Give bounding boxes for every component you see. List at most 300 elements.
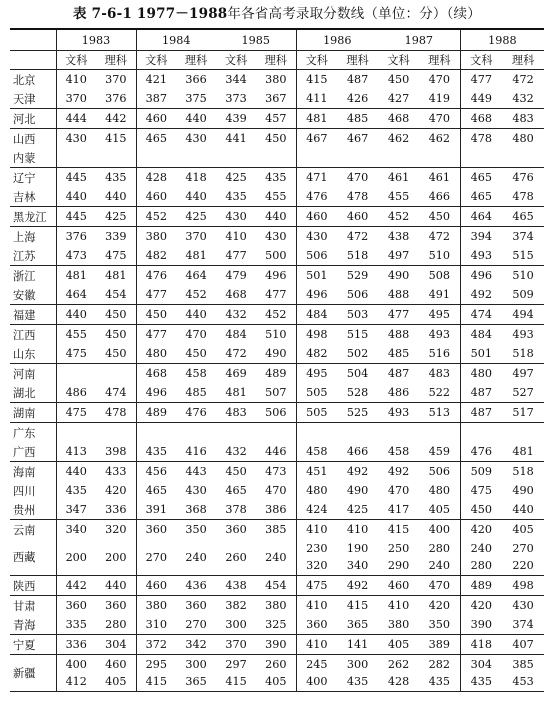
table-row xyxy=(10,325,544,345)
score-cell: 483 xyxy=(419,364,460,384)
subject-li-header: 理科 xyxy=(176,51,216,70)
score-cell: 382 xyxy=(216,596,256,616)
score-cell: 450 xyxy=(96,325,136,345)
province-cell: 辽宁 xyxy=(10,168,56,188)
score-cell: 509 xyxy=(512,288,534,301)
score-cell: 372 xyxy=(136,635,176,655)
score-cell: 492 xyxy=(337,462,378,482)
score-cell: 386 xyxy=(256,500,296,520)
score-cell: 472 xyxy=(512,73,534,86)
score-cell xyxy=(96,655,136,692)
score-cell: 442 xyxy=(56,576,96,596)
score-cell: 476 xyxy=(306,190,328,203)
province-cell: 福建 xyxy=(10,305,56,325)
score-cell: 465 xyxy=(225,484,247,497)
score-cell: 420 xyxy=(96,481,136,500)
subject-wen-header: 文科 xyxy=(460,51,502,70)
score-cell: 413 xyxy=(65,445,87,458)
score-cell: 506 xyxy=(419,462,460,482)
score-cell xyxy=(337,655,378,692)
score-value: 240 xyxy=(428,559,450,572)
score-cell xyxy=(56,364,96,384)
score-cell xyxy=(256,148,296,168)
score-value: 428 xyxy=(387,675,410,688)
score-cell: 506 xyxy=(306,249,328,262)
score-cell: 436 xyxy=(176,576,216,596)
score-cell: 487 xyxy=(378,364,419,384)
score-cell: 370 xyxy=(96,70,136,90)
table-row xyxy=(10,655,544,692)
score-cell: 481 xyxy=(296,109,337,129)
score-cell xyxy=(296,148,337,168)
score-cell: 432 xyxy=(225,445,247,458)
score-cell: 477 xyxy=(256,285,296,305)
score-value: 412 xyxy=(65,675,87,688)
province-cell: 山东 xyxy=(10,344,56,364)
province-cell: 浙江 xyxy=(10,266,56,286)
score-value: 282 xyxy=(428,658,450,671)
score-cell: 380 xyxy=(136,596,176,616)
score-cell: 450 xyxy=(256,129,296,149)
score-cell: 476 xyxy=(176,403,216,423)
score-cell: 461 xyxy=(378,168,419,188)
score-cell: 473 xyxy=(256,462,296,482)
score-cell: 430 xyxy=(216,207,256,227)
score-cell: 430 xyxy=(176,129,216,149)
score-value: 297 xyxy=(225,658,247,671)
score-cell xyxy=(502,539,544,576)
score-cell: 472 xyxy=(419,227,460,247)
score-cell: 483 xyxy=(502,109,544,129)
province-cell: 新疆 xyxy=(10,655,56,692)
score-cell: 510 xyxy=(502,266,544,286)
score-cell: 460 xyxy=(136,576,176,596)
score-cell: 450 xyxy=(216,462,256,482)
table-row xyxy=(10,207,544,227)
score-cell: 411 xyxy=(306,92,328,105)
score-cell: 424 xyxy=(306,503,328,516)
score-value: 304 xyxy=(470,658,492,671)
subject-wen-header: 文科 xyxy=(378,51,419,70)
subject-li-header: 理科 xyxy=(502,51,544,70)
score-cell: 380 xyxy=(136,227,176,247)
score-cell: 472 xyxy=(225,347,247,360)
score-value: 245 xyxy=(306,658,328,671)
score-cell: 492 xyxy=(378,462,419,482)
score-cell: 497 xyxy=(387,249,410,262)
score-cell: 410 xyxy=(378,596,419,616)
year-header: 1987 xyxy=(378,29,460,51)
score-cell: 482 xyxy=(145,249,167,262)
score-cell: 489 xyxy=(136,403,176,423)
score-cell: 375 xyxy=(185,92,207,105)
table-row xyxy=(10,520,544,540)
score-cell: 490 xyxy=(346,484,369,497)
province-cell: 广西 xyxy=(10,442,56,462)
year-header: 1983 xyxy=(56,29,136,51)
province-cell: 宁夏 xyxy=(10,635,56,655)
score-cell: 507 xyxy=(256,383,296,403)
score-value: 405 xyxy=(105,675,127,688)
score-cell: 450 xyxy=(185,347,207,360)
score-cell: 515 xyxy=(512,249,534,262)
score-cell: 430 xyxy=(296,227,337,247)
province-cell: 青海 xyxy=(10,615,56,635)
score-value: 190 xyxy=(346,542,369,555)
table-title-prefix: 表 7-6-1 1977－1988 xyxy=(73,6,228,22)
province-cell: 广东 xyxy=(10,423,56,443)
score-cell: 387 xyxy=(145,92,167,105)
score-cell: 260 xyxy=(225,550,247,564)
score-cell: 484 xyxy=(460,325,502,345)
year-header: 1984 xyxy=(136,29,216,51)
score-cell: 461 xyxy=(419,168,460,188)
score-cell: 433 xyxy=(96,462,136,482)
score-cell xyxy=(378,539,419,576)
score-cell: 280 xyxy=(96,615,136,635)
score-cell: 462 xyxy=(378,129,419,149)
table-row xyxy=(10,462,544,482)
table-row xyxy=(10,615,544,635)
score-cell: 510 xyxy=(419,246,460,266)
province-cell: 湖南 xyxy=(10,403,56,423)
score-value: 453 xyxy=(512,675,534,688)
score-cell: 342 xyxy=(176,635,216,655)
subject-li-header: 理科 xyxy=(96,51,136,70)
score-cell: 445 xyxy=(56,168,96,188)
score-cell xyxy=(378,423,419,443)
score-cell: 460 xyxy=(136,109,176,129)
score-cell: 430 xyxy=(56,129,96,149)
score-cell: 472 xyxy=(337,227,378,247)
score-cell xyxy=(216,148,256,168)
score-cell: 502 xyxy=(346,347,369,360)
score-cell: 483 xyxy=(216,403,256,423)
score-cell: 490 xyxy=(256,344,296,364)
score-cell: 304 xyxy=(96,635,136,655)
score-cell: 493 xyxy=(419,325,460,345)
score-value: 280 xyxy=(470,559,492,572)
score-cell: 340 xyxy=(56,520,96,540)
score-cell xyxy=(460,655,502,692)
score-cell: 465 xyxy=(470,190,492,203)
score-cell: 421 xyxy=(145,73,167,86)
score-cell: 465 xyxy=(136,129,176,149)
score-cell: 505 xyxy=(306,386,328,399)
score-value: 260 xyxy=(265,658,287,671)
score-cell: 347 xyxy=(65,503,87,516)
score-cell: 468 xyxy=(225,288,247,301)
score-cell: 525 xyxy=(337,403,378,423)
score-cell: 376 xyxy=(56,227,96,247)
year-header: 1986 xyxy=(296,29,378,51)
score-cell: 481 xyxy=(96,266,136,286)
score-cell: 300 xyxy=(225,618,247,631)
score-cell: 477 xyxy=(136,325,176,345)
subject-li-header: 理科 xyxy=(419,51,460,70)
score-cell: 435 xyxy=(65,484,87,497)
score-cell: 496 xyxy=(306,288,328,301)
score-cell: 407 xyxy=(502,635,544,655)
subject-wen-header: 文科 xyxy=(56,51,96,70)
score-cell: 440 xyxy=(65,190,87,203)
score-cell: 452 xyxy=(378,207,419,227)
score-cell: 443 xyxy=(176,462,216,482)
score-cell: 477 xyxy=(470,73,492,86)
score-cell: 454 xyxy=(96,285,136,305)
score-cell: 430 xyxy=(185,484,207,497)
score-cell: 380 xyxy=(387,618,410,631)
score-cell: 336 xyxy=(56,635,96,655)
score-cell xyxy=(460,148,502,168)
score-value: 300 xyxy=(346,658,369,671)
score-cell: 477 xyxy=(378,305,419,325)
score-cell xyxy=(56,423,96,443)
score-cell: 410 xyxy=(337,520,378,540)
score-cell: 478 xyxy=(346,190,369,203)
score-cell: 470 xyxy=(176,325,216,345)
score-cell: 410 xyxy=(296,596,337,616)
score-cell: 430 xyxy=(502,596,544,616)
score-cell xyxy=(136,423,176,443)
score-cell: 476 xyxy=(136,266,176,286)
table-row xyxy=(10,266,544,286)
table-row xyxy=(10,576,544,596)
score-cell xyxy=(96,148,136,168)
score-cell: 464 xyxy=(65,288,87,301)
score-cell: 470 xyxy=(387,484,410,497)
score-value: 385 xyxy=(512,658,534,671)
score-value: 435 xyxy=(346,675,369,688)
score-cell: 470 xyxy=(256,481,296,500)
score-cell xyxy=(419,423,460,443)
table-row xyxy=(10,285,544,305)
score-cell: 510 xyxy=(256,325,296,345)
province-cell: 山西 xyxy=(10,129,56,149)
score-cell: 496 xyxy=(460,266,502,286)
score-cell: 465 xyxy=(502,207,544,227)
score-cell: 476 xyxy=(502,168,544,188)
score-cell: 457 xyxy=(256,109,296,129)
score-cell xyxy=(56,655,96,692)
score-cell: 517 xyxy=(502,403,544,423)
score-cell: 438 xyxy=(378,227,419,247)
score-cell: 478 xyxy=(512,190,534,203)
score-cell: 376 xyxy=(96,89,136,109)
score-cell: 450 xyxy=(387,73,410,86)
score-cell: 432 xyxy=(512,92,534,105)
score-cell: 405 xyxy=(419,500,460,520)
score-cell: 425 xyxy=(96,207,136,227)
score-cell: 438 xyxy=(216,576,256,596)
score-cell: 325 xyxy=(256,615,296,635)
province-cell: 西藏 xyxy=(10,539,56,576)
score-cell: 450 xyxy=(96,305,136,325)
score-cell: 370 xyxy=(216,635,256,655)
score-cell: 480 xyxy=(460,364,502,384)
score-cell: 367 xyxy=(256,89,296,109)
score-cell: 426 xyxy=(346,92,369,105)
score-cell: 440 xyxy=(176,109,216,129)
score-table xyxy=(10,28,544,692)
score-cell: 455 xyxy=(256,187,296,207)
table-row xyxy=(10,227,544,247)
score-cell: 480 xyxy=(502,129,544,149)
score-cell: 420 xyxy=(460,596,502,616)
score-cell: 494 xyxy=(502,305,544,325)
score-cell: 418 xyxy=(460,635,502,655)
score-cell: 360 xyxy=(56,596,96,616)
score-cell: 485 xyxy=(337,109,378,129)
score-cell: 373 xyxy=(225,92,247,105)
table-body xyxy=(10,70,544,692)
score-cell: 410 xyxy=(216,227,256,247)
score-cell xyxy=(296,539,337,576)
score-cell: 508 xyxy=(419,266,460,286)
score-cell xyxy=(378,148,419,168)
score-cell: 493 xyxy=(378,403,419,423)
score-cell: 389 xyxy=(419,635,460,655)
score-cell xyxy=(56,148,96,168)
score-cell: 485 xyxy=(185,386,207,399)
score-cell: 416 xyxy=(185,445,207,458)
score-cell: 522 xyxy=(419,383,460,403)
table-row xyxy=(10,70,544,90)
score-cell: 488 xyxy=(378,325,419,345)
score-cell: 470 xyxy=(419,70,460,90)
score-cell: 460 xyxy=(378,576,419,596)
score-cell xyxy=(378,655,419,692)
score-cell: 435 xyxy=(145,445,167,458)
score-cell: 440 xyxy=(256,207,296,227)
score-cell: 479 xyxy=(216,266,256,286)
score-cell: 418 xyxy=(176,168,216,188)
score-cell: 425 xyxy=(176,207,216,227)
score-cell: 493 xyxy=(470,249,492,262)
score-cell: 417 xyxy=(387,503,410,516)
score-cell: 435 xyxy=(256,168,296,188)
province-cell: 河北 xyxy=(10,109,56,129)
score-cell: 480 xyxy=(306,484,328,497)
score-cell xyxy=(96,423,136,443)
score-cell: 350 xyxy=(176,520,216,540)
score-cell: 518 xyxy=(502,462,544,482)
province-cell: 江苏 xyxy=(10,246,56,266)
score-cell: 410 xyxy=(65,73,87,86)
score-cell: 513 xyxy=(419,403,460,423)
province-cell: 海南 xyxy=(10,462,56,482)
score-cell: 482 xyxy=(306,347,328,360)
score-cell: 492 xyxy=(337,576,378,596)
score-cell: 506 xyxy=(346,288,369,301)
score-cell: 475 xyxy=(96,246,136,266)
score-cell: 468 xyxy=(136,364,176,384)
corner-cell xyxy=(10,29,56,51)
score-cell: 475 xyxy=(56,403,96,423)
province-cell: 北京 xyxy=(10,70,56,90)
score-cell: 365 xyxy=(346,618,369,631)
score-cell xyxy=(460,539,502,576)
score-cell: 385 xyxy=(256,520,296,540)
score-cell xyxy=(337,148,378,168)
score-cell xyxy=(337,539,378,576)
score-value: 320 xyxy=(306,559,328,572)
score-cell: 509 xyxy=(460,462,502,482)
score-cell: 336 xyxy=(96,500,136,520)
table-row xyxy=(10,246,544,266)
table-row xyxy=(10,383,544,403)
score-cell: 405 xyxy=(502,520,544,540)
table-row xyxy=(10,481,544,500)
table-row xyxy=(10,305,544,325)
score-cell: 432 xyxy=(216,305,256,325)
score-cell: 419 xyxy=(419,89,460,109)
score-cell: 449 xyxy=(470,92,492,105)
score-cell: 490 xyxy=(512,484,534,497)
score-cell: 466 xyxy=(346,445,369,458)
score-cell xyxy=(296,655,337,692)
score-cell: 515 xyxy=(337,325,378,345)
score-cell: 390 xyxy=(470,618,492,631)
score-cell: 446 xyxy=(256,442,296,462)
score-cell xyxy=(136,148,176,168)
score-cell: 270 xyxy=(145,550,167,564)
score-value: 262 xyxy=(387,658,410,671)
subject-wen-header: 文科 xyxy=(136,51,176,70)
score-cell: 486 xyxy=(387,386,410,399)
score-cell: 370 xyxy=(65,92,87,105)
score-cell: 492 xyxy=(470,288,492,301)
score-cell: 410 xyxy=(296,520,337,540)
score-value: 240 xyxy=(470,542,492,555)
score-cell: 240 xyxy=(256,539,296,576)
province-cell: 上海 xyxy=(10,227,56,247)
score-cell: 518 xyxy=(512,347,534,360)
score-cell: 415 xyxy=(306,73,328,86)
score-cell: 360 xyxy=(96,596,136,616)
score-cell: 481 xyxy=(56,266,96,286)
score-value: 270 xyxy=(512,542,534,555)
score-cell: 518 xyxy=(346,249,369,262)
score-cell xyxy=(216,423,256,443)
table-row xyxy=(10,500,544,520)
score-cell: 451 xyxy=(296,462,337,482)
score-value: 250 xyxy=(387,542,410,555)
score-cell xyxy=(460,423,502,443)
subject-header-row xyxy=(10,51,544,70)
table-row xyxy=(10,168,544,188)
score-cell: 474 xyxy=(460,305,502,325)
score-cell: 320 xyxy=(96,520,136,540)
score-cell: 450 xyxy=(470,503,492,516)
score-cell: 415 xyxy=(96,129,136,149)
score-cell: 481 xyxy=(512,445,534,458)
score-cell: 430 xyxy=(256,227,296,247)
score-cell: 470 xyxy=(419,576,460,596)
score-cell: 487 xyxy=(346,73,369,86)
score-value: 290 xyxy=(387,559,410,572)
score-cell: 503 xyxy=(337,305,378,325)
score-cell: 410 xyxy=(296,635,337,655)
province-cell: 天津 xyxy=(10,89,56,109)
province-cell: 贵州 xyxy=(10,500,56,520)
province-cell: 吉林 xyxy=(10,187,56,207)
score-cell: 470 xyxy=(337,168,378,188)
score-cell: 477 xyxy=(225,249,247,262)
year-header: 1988 xyxy=(460,29,544,51)
score-cell: 481 xyxy=(185,249,207,262)
score-cell: 441 xyxy=(216,129,256,149)
